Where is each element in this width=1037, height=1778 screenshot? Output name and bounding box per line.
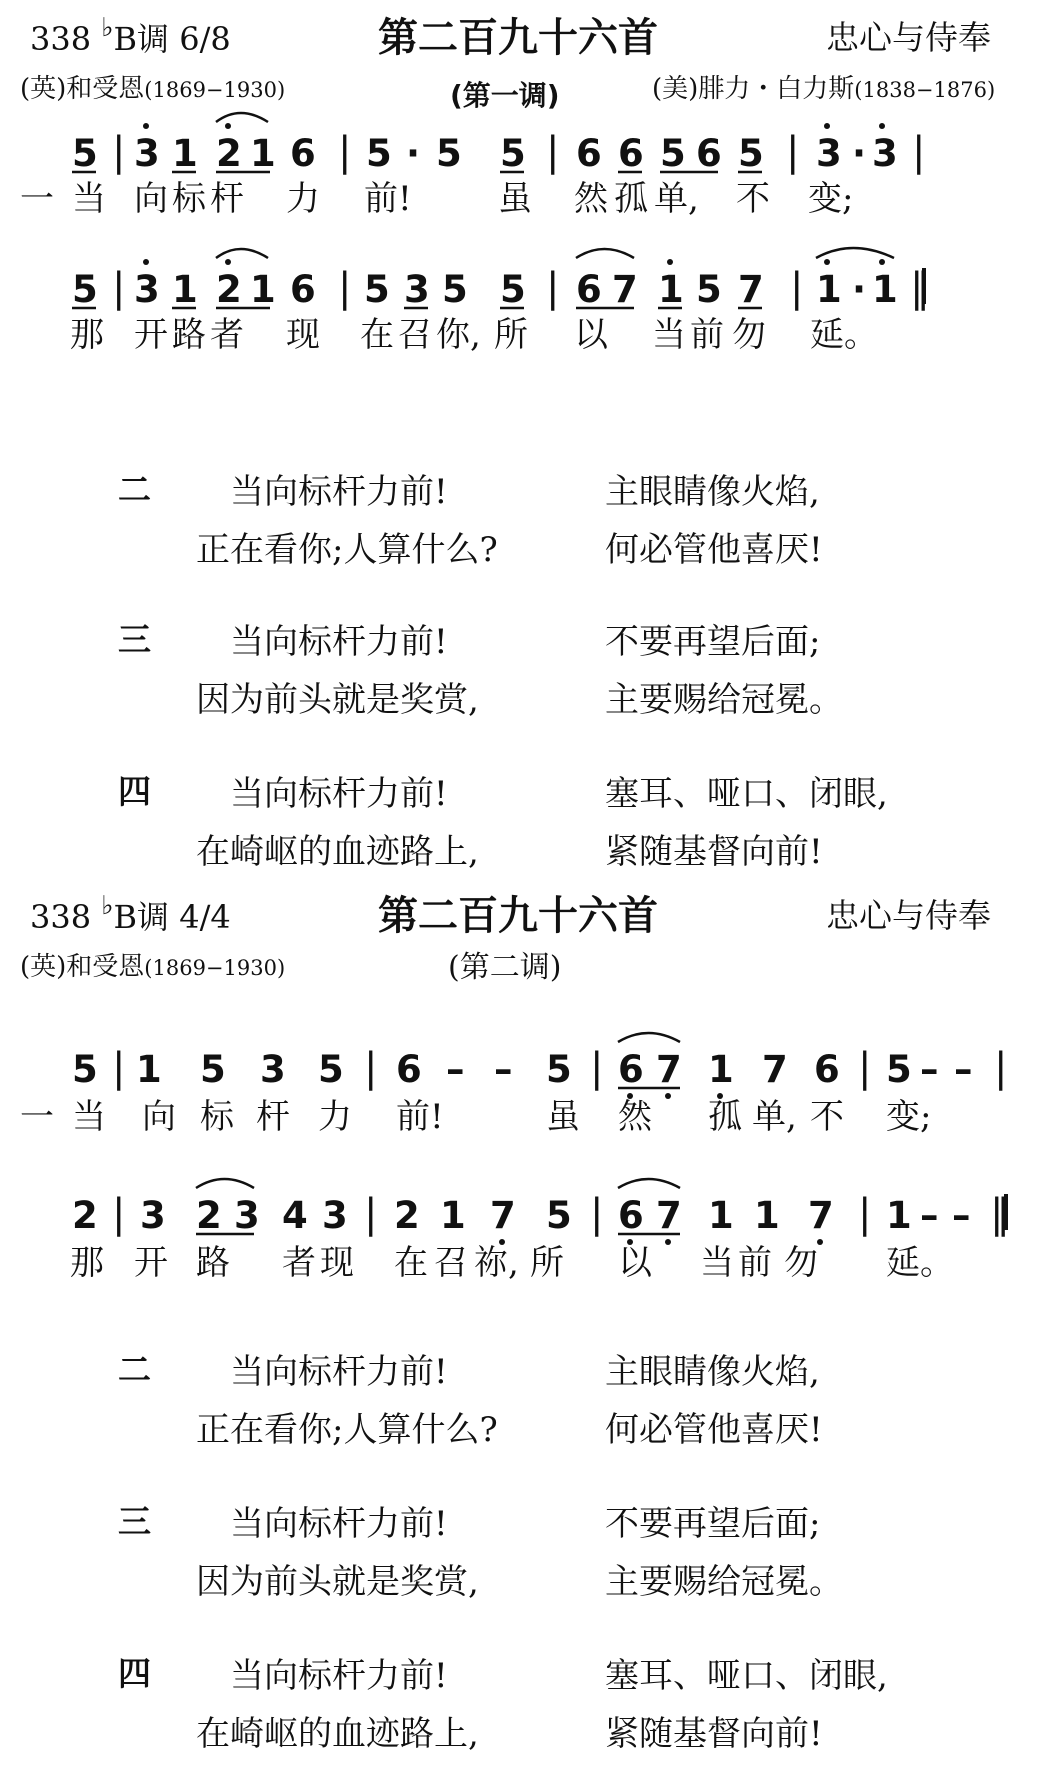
barline: | [858, 1045, 872, 1091]
hymn-number: 338 [30, 898, 92, 936]
note: 6 [814, 1048, 840, 1091]
notation-marks-line-2 [0, 200, 1037, 330]
note: 5 [546, 1048, 572, 1091]
lyric-char: 所 [530, 1243, 564, 1283]
dot: · [852, 268, 867, 311]
note: 1 [172, 132, 198, 175]
barline: | [546, 265, 560, 311]
lyric-char: 孤 [614, 179, 648, 219]
note: 6 [576, 268, 602, 311]
lyric-char: 前 [690, 315, 724, 355]
composer-name: (美)腓力・白力斯 [652, 74, 855, 104]
note: 1 [136, 1048, 162, 1091]
note: 6 [576, 132, 602, 175]
lyric-char: 单, [752, 1097, 797, 1137]
lyric-char: 所 [494, 315, 528, 355]
note: 3 [140, 1194, 166, 1237]
note: 5 [200, 1048, 226, 1091]
note: 3 [134, 132, 160, 175]
note: 7 [656, 1048, 682, 1091]
barline: | [590, 1191, 604, 1237]
note: 7 [762, 1048, 788, 1091]
dash: – [920, 1048, 939, 1091]
note: 2 [394, 1194, 420, 1237]
note: 1 [708, 1194, 734, 1237]
note: 2 [72, 1194, 98, 1237]
note: 3 [872, 132, 898, 175]
verse-line: 紧随基督向前! [605, 1714, 823, 1754]
lyric-char: 单, [654, 179, 699, 219]
lyric-char: 然 [574, 179, 608, 219]
barline: | [338, 129, 352, 175]
lyric-char: 然 [618, 1097, 652, 1137]
verse-line: 在崎岖的血迹路上, [196, 1714, 479, 1754]
lyric-char: 勿 [784, 1243, 818, 1283]
lyric-char: 在 [360, 315, 394, 355]
notation-marks-line-1 [0, 0, 1037, 200]
lyric-char: 虽 [498, 179, 532, 219]
tune-label: (第二调) [448, 950, 562, 985]
hymn-theme: 忠心与侍奉 [826, 896, 991, 935]
lyric-char: 你, [436, 315, 481, 355]
lyrics-line-2 [0, 1242, 1037, 1298]
note: 6 [618, 1194, 644, 1237]
lyric-char: 以 [574, 315, 608, 355]
verse-line: 主眼睛像火焰, [605, 1352, 820, 1392]
note: 3 [322, 1194, 348, 1237]
note: 6 [396, 1048, 422, 1091]
lyric-char: 虽 [546, 1097, 580, 1137]
lyric-char: 开 [134, 1243, 168, 1283]
lyricist-credit [20, 946, 285, 983]
note: 2 [216, 132, 242, 175]
lyric-char: 力 [318, 1097, 352, 1137]
lyric-char: 现 [320, 1243, 354, 1283]
barline: | [112, 129, 126, 175]
note: 2 [196, 1194, 222, 1237]
verse-line: 在崎岖的血迹路上, [196, 832, 479, 872]
key-time-signature: B调 6/8 [113, 20, 231, 58]
barline: | [338, 265, 352, 311]
lyric-char: 者 [210, 315, 244, 355]
note: 5 [660, 132, 686, 175]
verse-line: 当向标杆力前! [230, 774, 448, 814]
lyric-char: 前 [738, 1243, 772, 1283]
lyrics-line-1 [0, 1096, 1037, 1152]
verse-4 [0, 766, 1037, 896]
verse-number: 四 [118, 1654, 151, 1693]
note: 2 [216, 268, 242, 311]
lyric-char: 一 [20, 1097, 54, 1137]
lyric-char: 变; [808, 179, 854, 219]
tune-label: (第一调) [450, 79, 560, 112]
lyricist-name: (英)和受恩 [20, 74, 145, 104]
lyric-char: 现 [286, 315, 320, 355]
dash: – [446, 1048, 465, 1091]
barline: | [994, 1045, 1008, 1091]
note: 1 [250, 132, 276, 175]
lyric-char: 向 [134, 179, 168, 219]
dot: · [406, 132, 421, 175]
lyric-char: 标 [172, 179, 206, 219]
note: 5 [72, 1048, 98, 1091]
verse-line: 何必管他喜厌! [605, 1410, 823, 1450]
note: 6 [290, 268, 316, 311]
lyric-char: 祢, [474, 1243, 519, 1283]
barline: | [112, 265, 126, 311]
barline: | [364, 1045, 378, 1091]
lyric-char: 延。 [886, 1243, 954, 1283]
note: 5 [886, 1048, 912, 1091]
note: 6 [618, 1048, 644, 1091]
barline: | [546, 129, 560, 175]
verse-line: 正在看你;人算什么? [196, 530, 498, 570]
lyric-char: 变; [886, 1097, 932, 1137]
note: 5 [436, 132, 462, 175]
lyric-char: 召 [434, 1243, 468, 1283]
lyric-char: 向 [142, 1097, 176, 1137]
note: 5 [318, 1048, 344, 1091]
note: 1 [172, 268, 198, 311]
note: 1 [440, 1194, 466, 1237]
verse-number: 三 [118, 620, 151, 659]
lyricist-years: (1869−1930) [144, 78, 286, 102]
verse-4 [0, 1648, 1037, 1778]
note: 3 [134, 268, 160, 311]
verse-line: 不要再望后面; [605, 1504, 821, 1544]
lyric-char: 者 [282, 1243, 316, 1283]
hymn-theme: 忠心与侍奉 [826, 18, 991, 57]
note: 3 [234, 1194, 260, 1237]
verse-number: 三 [118, 1502, 151, 1541]
verse-line: 主要赐给冠冕。 [605, 680, 843, 720]
lyric-char: 当 [72, 1097, 106, 1137]
verse-line: 塞耳、哑口、闭眼, [605, 774, 888, 814]
note: 5 [72, 268, 98, 311]
flat-sign-icon: ♭ [101, 13, 114, 43]
note: 1 [886, 1194, 912, 1237]
lyric-char: 路 [172, 315, 206, 355]
note: 5 [500, 132, 526, 175]
verse-line: 当向标杆力前! [230, 1352, 448, 1392]
barline: | [590, 1045, 604, 1091]
lyric-char: 标 [200, 1097, 234, 1137]
note: 7 [612, 268, 638, 311]
verse-number: 四 [118, 772, 151, 811]
final-barline: ‖ [990, 1191, 1010, 1237]
note: 6 [618, 132, 644, 175]
flat-sign-icon: ♭ [101, 891, 114, 921]
verse-number: 二 [118, 1350, 151, 1389]
note: 1 [708, 1048, 734, 1091]
note: 5 [500, 268, 526, 311]
verse-line: 不要再望后面; [605, 622, 821, 662]
barline: | [858, 1191, 872, 1237]
lyric-char: 杆 [210, 179, 244, 219]
lyric-char: 力 [286, 179, 320, 219]
lyric-char: 当 [652, 315, 686, 355]
verse-2 [0, 1344, 1037, 1474]
barline: | [912, 129, 926, 175]
note: 5 [72, 132, 98, 175]
verse-number: 二 [118, 470, 151, 509]
dash: – [920, 1194, 939, 1237]
lyric-char: 勿 [732, 315, 766, 355]
dash: – [494, 1048, 513, 1091]
lyric-char: 不 [810, 1097, 844, 1137]
note: 6 [696, 132, 722, 175]
verse-line: 主眼睛像火焰, [605, 472, 820, 512]
lyric-char: 在 [394, 1243, 428, 1283]
verse-3 [0, 614, 1037, 744]
note: 7 [490, 1194, 516, 1237]
hymn-header-key [30, 892, 231, 938]
lyric-char: 延。 [810, 315, 878, 355]
lyric-char: 不 [736, 179, 770, 219]
verse-2 [0, 464, 1037, 594]
lyrics-line-2 [0, 314, 1037, 370]
note: 1 [816, 268, 842, 311]
composer-years: (1838−1876) [854, 78, 996, 102]
lyricist-years: (1869−1930) [144, 956, 286, 980]
barline: | [786, 129, 800, 175]
hymn-title: 第二百九十六首 [378, 15, 658, 61]
verse-line: 因为前头就是奖赏, [196, 680, 479, 720]
key-time-signature: B调 4/4 [113, 898, 231, 936]
barline: | [364, 1191, 378, 1237]
verse-line: 当向标杆力前! [230, 1656, 448, 1696]
verse-line: 塞耳、哑口、闭眼, [605, 1656, 888, 1696]
lyric-char: 前! [364, 179, 412, 219]
lyric-char: 孤 [708, 1097, 742, 1137]
note: 5 [696, 268, 722, 311]
verse-line: 当向标杆力前! [230, 472, 448, 512]
barline: | [790, 265, 804, 311]
lyric-char: 开 [134, 315, 168, 355]
verse-line: 当向标杆力前! [230, 1504, 448, 1544]
barline: | [112, 1191, 126, 1237]
note: 1 [250, 268, 276, 311]
dot: · [852, 132, 867, 175]
lyricist-name: (英)和受恩 [20, 952, 145, 982]
hymn-number: 338 [30, 20, 92, 58]
note: 1 [658, 268, 684, 311]
lyric-char: 一 [20, 179, 54, 219]
note: 1 [872, 268, 898, 311]
note: 5 [364, 268, 390, 311]
lyric-char: 当 [700, 1243, 734, 1283]
note: 3 [404, 268, 430, 311]
note: 5 [366, 132, 392, 175]
verse-line: 因为前头就是奖赏, [196, 1562, 479, 1602]
hymn-title: 第二百九十六首 [378, 893, 658, 939]
lyric-char: 前! [396, 1097, 444, 1137]
barline: | [112, 1045, 126, 1091]
verse-line: 紧随基督向前! [605, 832, 823, 872]
note: 4 [282, 1194, 308, 1237]
note: 1 [754, 1194, 780, 1237]
verse-3 [0, 1496, 1037, 1626]
final-barline: ‖ [910, 265, 930, 311]
lyric-char: 杆 [256, 1097, 290, 1137]
lyric-char: 召 [398, 315, 432, 355]
verse-line: 当向标杆力前! [230, 622, 448, 662]
note: 7 [738, 268, 764, 311]
note: 5 [546, 1194, 572, 1237]
verse-line: 正在看你;人算什么? [196, 1410, 498, 1450]
note: 5 [738, 132, 764, 175]
lyric-char: 那 [70, 1243, 104, 1283]
note: 3 [260, 1048, 286, 1091]
note: 7 [656, 1194, 682, 1237]
dash: – [952, 1194, 971, 1237]
verse-line: 何必管他喜厌! [605, 530, 823, 570]
lyric-char: 当 [72, 179, 106, 219]
note: 6 [290, 132, 316, 175]
note: 5 [442, 268, 468, 311]
lyric-char: 以 [618, 1243, 652, 1283]
note: 3 [816, 132, 842, 175]
lyric-char: 那 [70, 315, 104, 355]
note: 7 [808, 1194, 834, 1237]
dash: – [954, 1048, 973, 1091]
lyric-char: 路 [196, 1243, 230, 1283]
verse-line: 主要赐给冠冕。 [605, 1562, 843, 1602]
